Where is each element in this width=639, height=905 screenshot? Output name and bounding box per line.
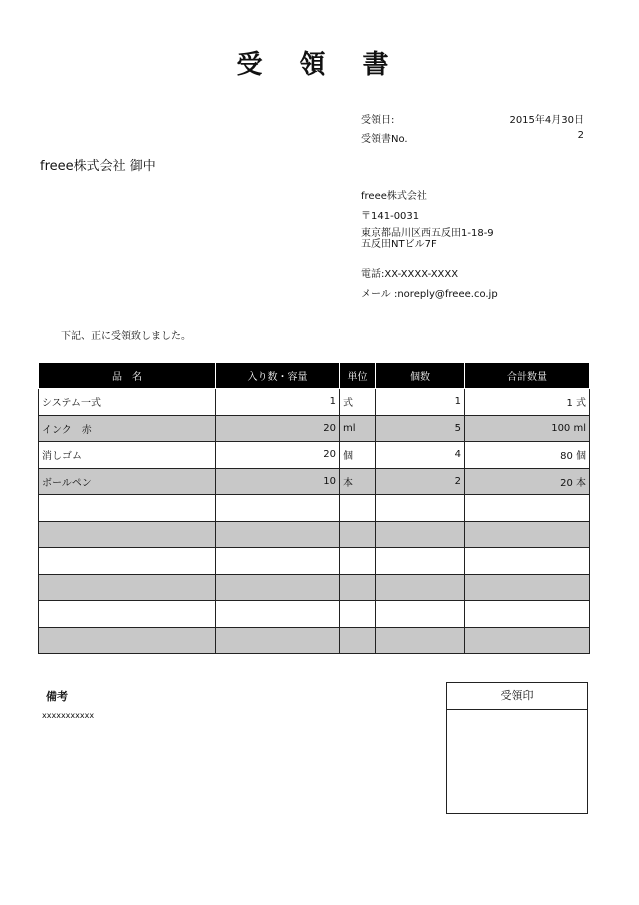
cell-total-quantity: 20 本	[465, 468, 590, 495]
cell-item-name	[39, 495, 216, 522]
table-row	[39, 601, 590, 628]
cell-unit	[340, 521, 376, 548]
cell-total-quantity: 100 ml	[465, 415, 590, 442]
cell-unit	[340, 627, 376, 654]
cell-item-name: インク 赤	[39, 415, 216, 442]
cell-unit: 本	[340, 468, 376, 495]
cell-count	[376, 521, 465, 548]
issuer-company: freee株式会社	[361, 191, 427, 202]
cell-item-name: ボールペン	[39, 468, 216, 495]
cell-count	[376, 627, 465, 654]
header-count: 個数	[376, 363, 465, 389]
cell-quantity-capacity	[216, 574, 340, 601]
receipt-number-value: 2	[577, 130, 584, 141]
items-table	[38, 362, 590, 654]
cell-quantity-capacity: 20	[216, 442, 340, 469]
cell-quantity-capacity	[216, 548, 340, 575]
cell-total-quantity: 1 式	[465, 389, 590, 416]
table-row	[39, 442, 590, 469]
cell-total-quantity: 80 個	[465, 442, 590, 469]
document-title: 受 領 書	[236, 50, 403, 80]
cell-total-quantity	[465, 521, 590, 548]
cell-item-name	[39, 548, 216, 575]
cell-quantity-capacity: 10	[216, 468, 340, 495]
issuer-phone: 電話:XX-XXXX-XXXX	[361, 269, 459, 280]
notes-label: 備考	[46, 690, 68, 703]
cell-total-quantity	[465, 574, 590, 601]
cell-total-quantity	[465, 627, 590, 654]
cell-count	[376, 495, 465, 522]
table-row	[39, 468, 590, 495]
cell-quantity-capacity	[216, 521, 340, 548]
receipt-number-label: 受領書No.	[361, 134, 408, 145]
header-unit: 単位	[340, 363, 376, 389]
issuer-address-line2: 五反田NTビル7F	[361, 239, 437, 250]
issuer-address-line1: 東京都品川区西五反田1-18-9	[361, 228, 494, 239]
cell-quantity-capacity: 1	[216, 389, 340, 416]
cell-total-quantity	[465, 601, 590, 628]
cell-count: 1	[376, 389, 465, 416]
table-row	[39, 627, 590, 654]
cell-quantity-capacity	[216, 601, 340, 628]
intro-text: 下記、正に受領致しました。	[61, 331, 191, 342]
cell-item-name	[39, 601, 216, 628]
cell-item-name: 消しゴム	[39, 442, 216, 469]
receipt-stamp-box	[446, 682, 588, 814]
issuer-postal-code: 〒141-0031	[361, 211, 420, 222]
cell-total-quantity	[465, 548, 590, 575]
recipient-name: freee株式会社 御中	[40, 159, 156, 174]
table-header-row	[39, 363, 590, 389]
cell-count: 2	[376, 468, 465, 495]
cell-item-name	[39, 574, 216, 601]
table-row	[39, 389, 590, 416]
cell-count	[376, 574, 465, 601]
table-row	[39, 521, 590, 548]
cell-unit	[340, 548, 376, 575]
issuer-email: メール :noreply@freee.co.jp	[361, 289, 498, 300]
header-quantity-capacity: 入り数・容量	[216, 363, 340, 389]
cell-item-name: システム一式	[39, 389, 216, 416]
cell-count: 4	[376, 442, 465, 469]
cell-item-name	[39, 521, 216, 548]
table-row	[39, 548, 590, 575]
notes-value: xxxxxxxxxxx	[42, 711, 95, 720]
cell-unit: 個	[340, 442, 376, 469]
cell-unit	[340, 601, 376, 628]
cell-quantity-capacity: 20	[216, 415, 340, 442]
table-row	[39, 415, 590, 442]
cell-count	[376, 601, 465, 628]
header-item-name: 品 名	[39, 363, 216, 389]
cell-count	[376, 548, 465, 575]
cell-quantity-capacity	[216, 627, 340, 654]
receipt-stamp-label: 受領印	[447, 683, 587, 710]
table-row	[39, 495, 590, 522]
cell-item-name	[39, 627, 216, 654]
header-total-quantity: 合計数量	[465, 363, 590, 389]
receipt-date-value: 2015年4月30日	[509, 115, 584, 126]
cell-unit	[340, 495, 376, 522]
receipt-date-label: 受領日:	[361, 115, 395, 126]
cell-count: 5	[376, 415, 465, 442]
cell-total-quantity	[465, 495, 590, 522]
cell-unit: 式	[340, 389, 376, 416]
cell-unit: ml	[340, 415, 376, 442]
table-row	[39, 574, 590, 601]
cell-quantity-capacity	[216, 495, 340, 522]
cell-unit	[340, 574, 376, 601]
